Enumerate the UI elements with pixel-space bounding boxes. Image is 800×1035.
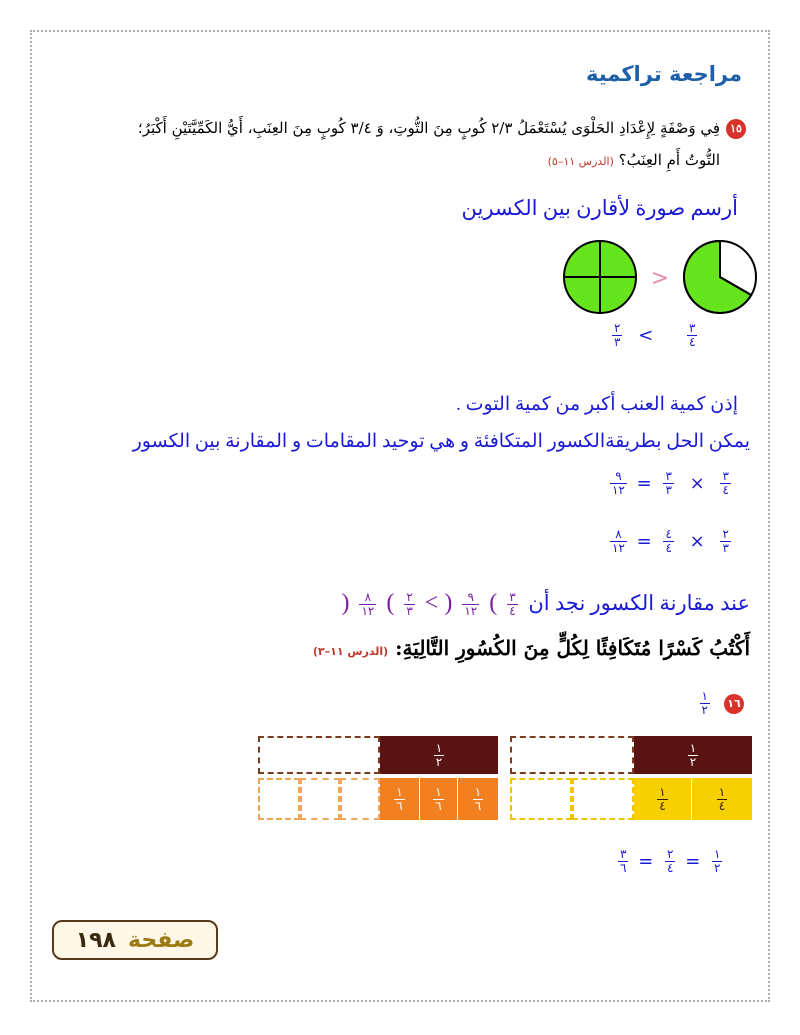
fraction: $\frac{٨}{١٢}$ [612,527,625,555]
fraction: $\frac{٢}{٣}$ [614,321,621,349]
question-15 [106,112,746,178]
question-number-badge: ١٥ [726,119,746,139]
shaded-quarter: $\frac{١}{٤}$ [692,778,752,820]
fraction: $\frac{٣}{٤}$ [722,469,729,497]
compare-text: عند مقارنة الكسور نجد أن [528,591,750,615]
less-than-operator: < [638,324,654,346]
fraction: $\frac{٣}{٦}$ [620,847,627,875]
comparison-line [341,590,750,618]
question-15-text: فِي وَصْفَةٍ لِإِعْدَادِ الحَلْوَى يُسْتَعْمَلُ ٢/٣ كُوبٍ مِنَ التُّوتِ، وَ ٣/٤ كُوبٍ مِنَ العِنَبِ، أَيُّ الكَمِّيَّتَيْنِ أَكْبَرُ؛ [137,119,720,137]
fraction: $\frac{٤}{٤}$ [665,527,672,555]
fraction: $\frac{١}{٢}$ [714,847,721,875]
shaded-sixth: $\frac{١}{٦}$ [420,778,458,820]
shaded-quarter: $\frac{١}{٤}$ [634,778,692,820]
three-quarters-circle [564,241,636,313]
fraction: $\frac{٢}{٣}$ [722,527,729,555]
equivalent-equation-2: $\frac{٨}{١٢}$ = $\frac{٤}{٤}$ × $\frac{٢}{٣}$ [612,527,729,555]
fraction: $\frac{٩}{١٢}$ [464,589,478,618]
page-number: ١٩٨ [75,927,116,953]
draw-instruction: أرسم صورة لأقارن بين الكسرين [461,196,738,220]
empty-half [258,736,380,774]
fraction: $\frac{٢}{٤}$ [667,847,674,875]
fraction: $\frac{٣}{٤}$ [509,589,516,618]
conclusion-text: إذن كمية العنب أكبر من كمية التوت . [456,394,738,415]
greater-than-symbol: > [650,266,670,291]
question-15-text2: التُّوتُ أَمِ العِنَبُ؟ [618,151,720,169]
fraction: $\frac{٣}{٤}$ [689,321,696,349]
review-title: مراجعة تراكمية [585,62,742,86]
question-15-line2 [106,144,720,178]
fraction-label: $\frac{١}{٢}$ [435,740,443,769]
page-number-label [52,920,218,960]
fraction: $\frac{١}{٢}$ [701,689,708,717]
comparison-expression [608,322,701,349]
empty-sixth [340,778,380,820]
empty-quarter [572,778,634,820]
question-number-badge: ١٦ [724,694,744,714]
shaded-half [634,736,752,774]
fraction-circles-drawing [560,238,760,316]
fraction: $\frac{٢}{٣}$ [406,589,413,618]
lesson-reference: (الدرس ١١–٣) [312,645,389,658]
question-16 [696,690,744,717]
fraction: $\frac{٣}{٣}$ [665,469,672,497]
fraction: $\frac{٩}{١٢}$ [612,469,625,497]
shaded-half [380,736,498,774]
equivalent-equation-1: $\frac{٩}{١٢}$ = $\frac{٣}{٣}$ × $\frac{٣}{٤}$ [612,469,729,497]
compare-fractions: ) $\frac{٨}{١٢}$ ( $\frac{٢}{٣}$ < ) $\frac{٩}{١٢}$ ( $\frac{٣}{٤}$ [341,589,516,618]
empty-half [510,736,634,774]
page-caption: صفحة [128,927,195,953]
question-15-line1 [106,112,746,144]
equivalent-answer: $\frac{٣}{٦}$ = $\frac{٢}{٤}$ = $\frac{١}{٢}$ [620,847,721,875]
question-16-heading: أَكْتُبُ كَسْرًا مُتَكَافِئًا لِكُلٍّ مِنَ الكُسُورِ التَّالِيَةِ: (الدرس ١١–٣) [312,636,750,660]
shaded-sixth: $\frac{١}{٦}$ [380,778,420,820]
fraction-label: $\frac{١}{٢}$ [689,740,697,769]
lesson-reference: (الدرس ١١–٥) [547,155,614,168]
empty-sixth [300,778,340,820]
empty-sixth [258,778,300,820]
shaded-sixth: $\frac{١}{٦}$ [458,778,498,820]
two-thirds-circle [684,241,756,313]
fraction: $\frac{٨}{١٢}$ [361,589,375,618]
method-text: يمكن الحل بطريقةالكسور المتكافئة و هي توحيد المقامات و المقارنة بين الكسور [132,431,750,452]
empty-quarter [510,778,572,820]
